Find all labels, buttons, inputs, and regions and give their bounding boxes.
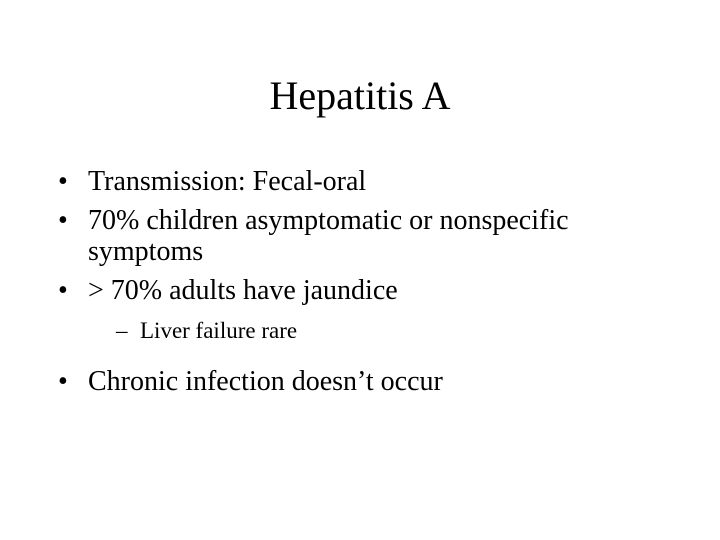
- bullet-list: [58, 166, 678, 405]
- list-item: [58, 275, 678, 306]
- list-item-text: 70% children asymptomatic or nonspecific symptoms: [88, 205, 569, 267]
- slide-title: Hepatitis A: [269, 73, 451, 118]
- bullet-icon: •: [58, 275, 68, 306]
- bullet-icon: •: [58, 205, 68, 236]
- sub-list-item-text: Liver failure rare: [140, 318, 298, 343]
- list-item-text: Transmission: Fecal-oral: [88, 166, 367, 197]
- bullet-icon: •: [58, 166, 68, 197]
- dash-icon: –: [116, 318, 128, 343]
- list-item-text: Chronic infection doesn’t occur: [88, 366, 443, 397]
- sub-list-item: [58, 318, 678, 344]
- bullet-icon: •: [58, 366, 68, 397]
- list-item-text: > 70% adults have jaundice: [88, 275, 398, 306]
- list-item: [58, 166, 678, 197]
- list-item: [58, 366, 678, 397]
- list-item: [58, 205, 678, 267]
